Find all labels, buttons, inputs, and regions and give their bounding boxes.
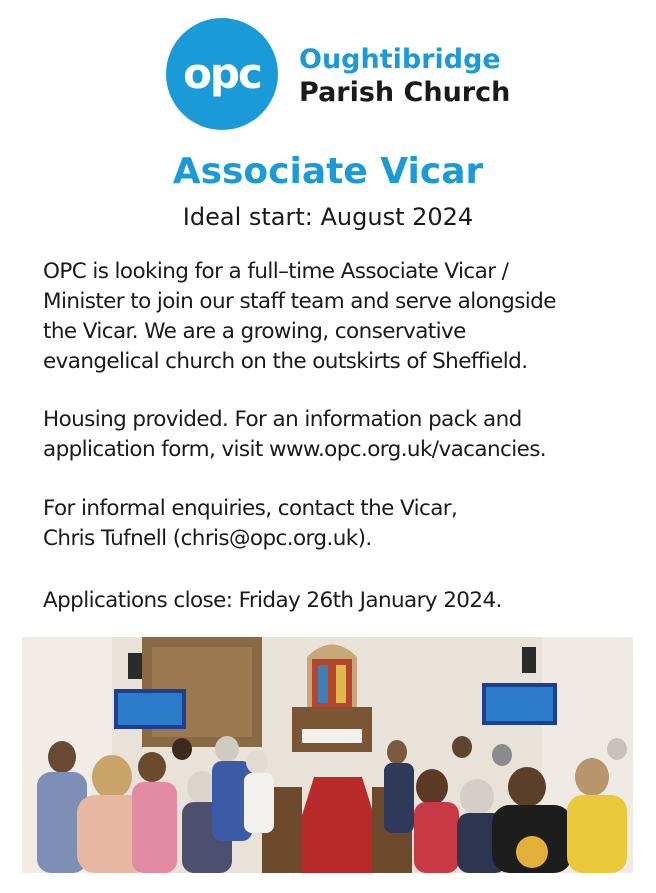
page-title: Associate Vicar [172, 151, 484, 192]
intro-paragraph [43, 257, 643, 377]
congregation-illustration [22, 637, 633, 873]
church-logo [166, 18, 511, 130]
logo-mark-text: opc [183, 49, 261, 98]
text-line: Minister to join our staff team and serve alongside [43, 289, 556, 314]
enquiries-paragraph [43, 494, 643, 554]
logo-wordmark [299, 44, 510, 110]
housing-paragraph [43, 405, 643, 465]
text-line: For informal enquiries, contact the Vicar, [43, 496, 458, 521]
church-congregation-photo [22, 637, 633, 873]
logo-line-2: Parish Church [299, 77, 511, 108]
text-line: application form, visit www.opc.org.uk/vacancies. [43, 437, 547, 462]
closing-date-paragraph [43, 586, 643, 616]
page-subtitle: Ideal start: August 2024 [182, 203, 474, 231]
text-line: OPC is looking for a full–time Associate Vicar / [43, 259, 509, 284]
text-line: Chris Tufnell (chris@opc.org.uk). [43, 526, 372, 551]
opc-logo-mark [166, 18, 278, 130]
text-line: evangelical church on the outskirts of Sheffield. [43, 349, 528, 374]
text-line: the Vicar. We are a growing, conservative [43, 319, 466, 344]
text-line: Housing provided. For an information pack and [43, 407, 522, 432]
text-line: Applications close: Friday 26th January 2024. [43, 588, 502, 613]
logo-line-1: Oughtibridge [299, 44, 501, 75]
